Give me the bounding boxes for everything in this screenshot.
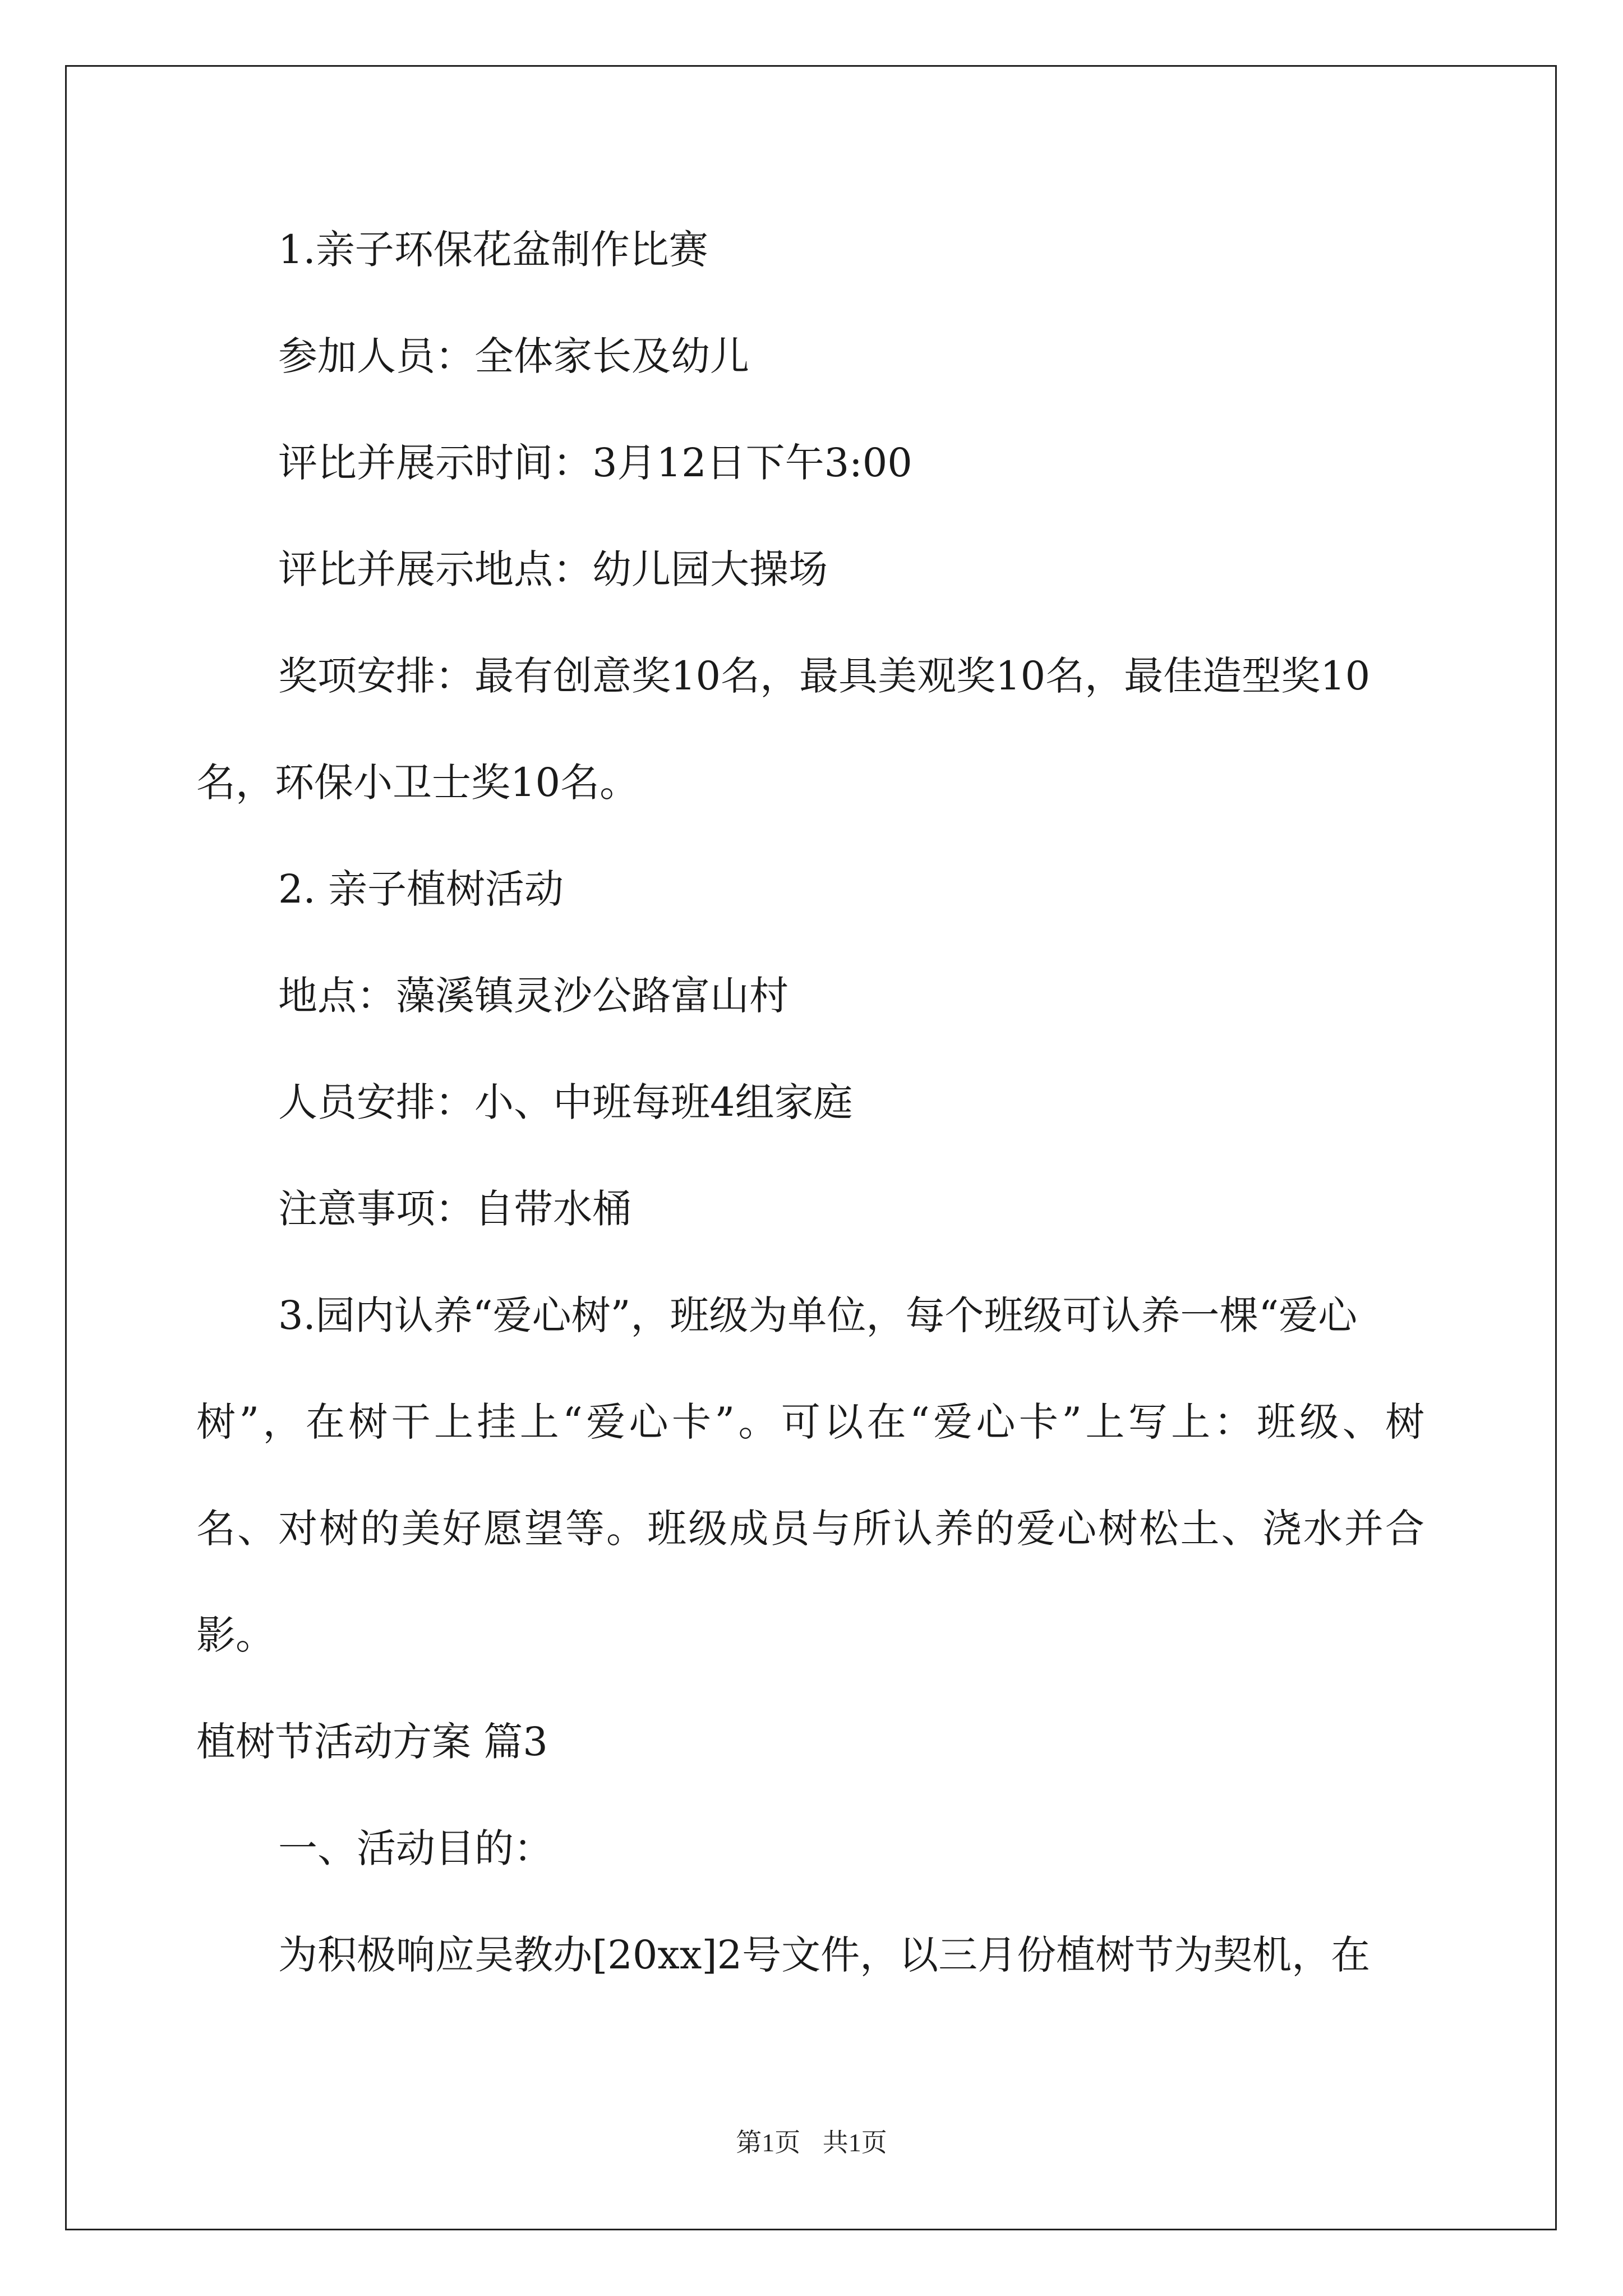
paragraph-line: 奖项安排：最有创意奖10名，最具美观奖10名，最佳造型奖10 [278, 653, 1371, 699]
page-number: 第1页 [736, 2128, 801, 2157]
page-total: 共1页 [822, 2128, 887, 2157]
paragraph-line: 注意事项：自带水桶 [278, 1186, 631, 1232]
subsection-heading: 一、活动目的： [278, 1825, 553, 1871]
heading-item-1: 1.亲子环保花盆制作比赛 [278, 227, 708, 273]
page-footer [0, 2126, 1623, 2160]
paragraph-line: 人员安排：小、中班每班4组家庭 [278, 1079, 853, 1125]
page-border [65, 65, 1557, 2230]
paragraph-line: 影。 [196, 1612, 275, 1658]
paragraph-line: 名、对树的美好愿望等。班级成员与所认养的爱心树松土、浇水并合 [196, 1506, 1424, 1552]
paragraph-line: 名，环保小卫士奖10名。 [196, 760, 639, 806]
paragraph-line: 评比并展示时间：3月12日下午3:00 [278, 440, 912, 486]
paragraph-line: 3.园内认养“爱心树”，班级为单位，每个班级可认养一棵“爱心 [278, 1292, 1358, 1338]
paragraph-line: 地点：藻溪镇灵沙公路富山村 [278, 973, 789, 1019]
paragraph-line: 为积极响应吴教办[20xx]2号文件，以三月份植树节为契机，在 [278, 1932, 1371, 1978]
section-heading: 植树节活动方案 篇3 [196, 1719, 548, 1765]
heading-item-2: 2. 亲子植树活动 [278, 866, 564, 912]
paragraph-line: 树”，在树干上挂上“爱心卡”。可以在“爱心卡”上写上：班级、树 [196, 1399, 1424, 1445]
paragraph-line: 参加人员：全体家长及幼儿 [278, 333, 749, 379]
paragraph-line: 评比并展示地点：幼儿园大操场 [278, 546, 828, 592]
